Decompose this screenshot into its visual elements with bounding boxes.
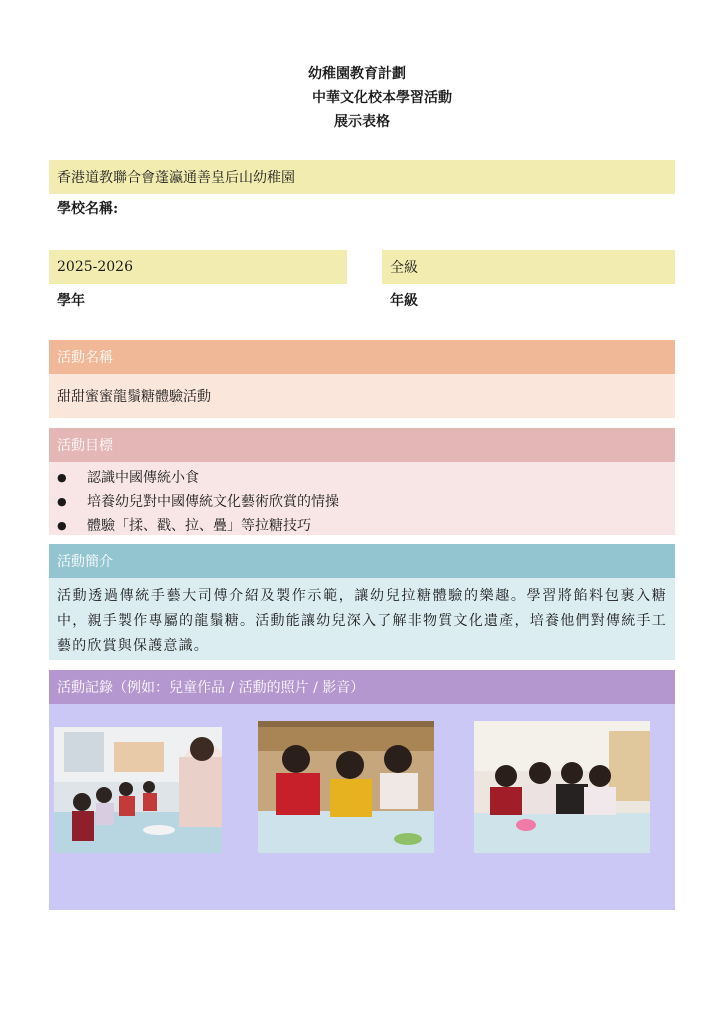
activity-name-heading: 活動名稱 <box>49 340 675 374</box>
school-year-field: 2025-2026 <box>49 250 347 284</box>
objective-text: 體驗「揉、戳、拉、疊」等拉糖技巧 <box>87 518 311 534</box>
bullet-icon: ● <box>57 470 67 484</box>
list-item <box>57 465 675 489</box>
bullet-icon: ● <box>57 518 67 532</box>
photo-teacher-demo <box>54 727 222 853</box>
bullet-icon: ● <box>57 494 67 508</box>
grade-label: 年級 <box>390 293 418 309</box>
header-line-1: 幼稚園教育計劃 <box>308 66 406 82</box>
header-line-2: 中華文化校本學習活動 <box>312 90 452 106</box>
summary-text: 活動透過傳統手藝大司傅介紹及製作示範，讓幼兒拉糖體驗的樂趣。學習將餡料包裹入糖中，親手製作專屬的龍鬚糖。活動能讓幼兒深入了解非物質文化遺產，培養他們對傳統手工藝的欣賞與保護意識。 <box>49 578 675 660</box>
document-header <box>0 62 724 134</box>
list-item <box>57 489 675 513</box>
school-year-label: 學年 <box>57 293 85 309</box>
objectives-heading: 活動目標 <box>49 428 675 462</box>
objectives-body <box>49 462 675 535</box>
objective-text: 培養幼兒對中國傳統文化藝術欣賞的情操 <box>87 494 339 510</box>
school-name-field: 香港道教聯合會蓬瀛通善皇后山幼稚園 <box>49 160 675 194</box>
school-name-label: 學校名稱: <box>57 201 119 217</box>
activity-name-value: 甜甜蜜蜜龍鬚糖體驗活動 <box>49 374 675 418</box>
photo-children-table <box>474 721 650 853</box>
summary-heading: 活動簡介 <box>49 544 675 578</box>
list-item <box>57 513 675 537</box>
photo-children-pulling <box>258 721 434 853</box>
objective-text: 認識中國傳統小食 <box>87 470 199 486</box>
grade-field: 全級 <box>382 250 675 284</box>
records-heading: 活動記錄（例如：兒童作品 / 活動的照片 / 影音） <box>49 670 675 704</box>
header-line-3: 展示表格 <box>334 114 390 130</box>
objectives-list <box>57 462 675 537</box>
